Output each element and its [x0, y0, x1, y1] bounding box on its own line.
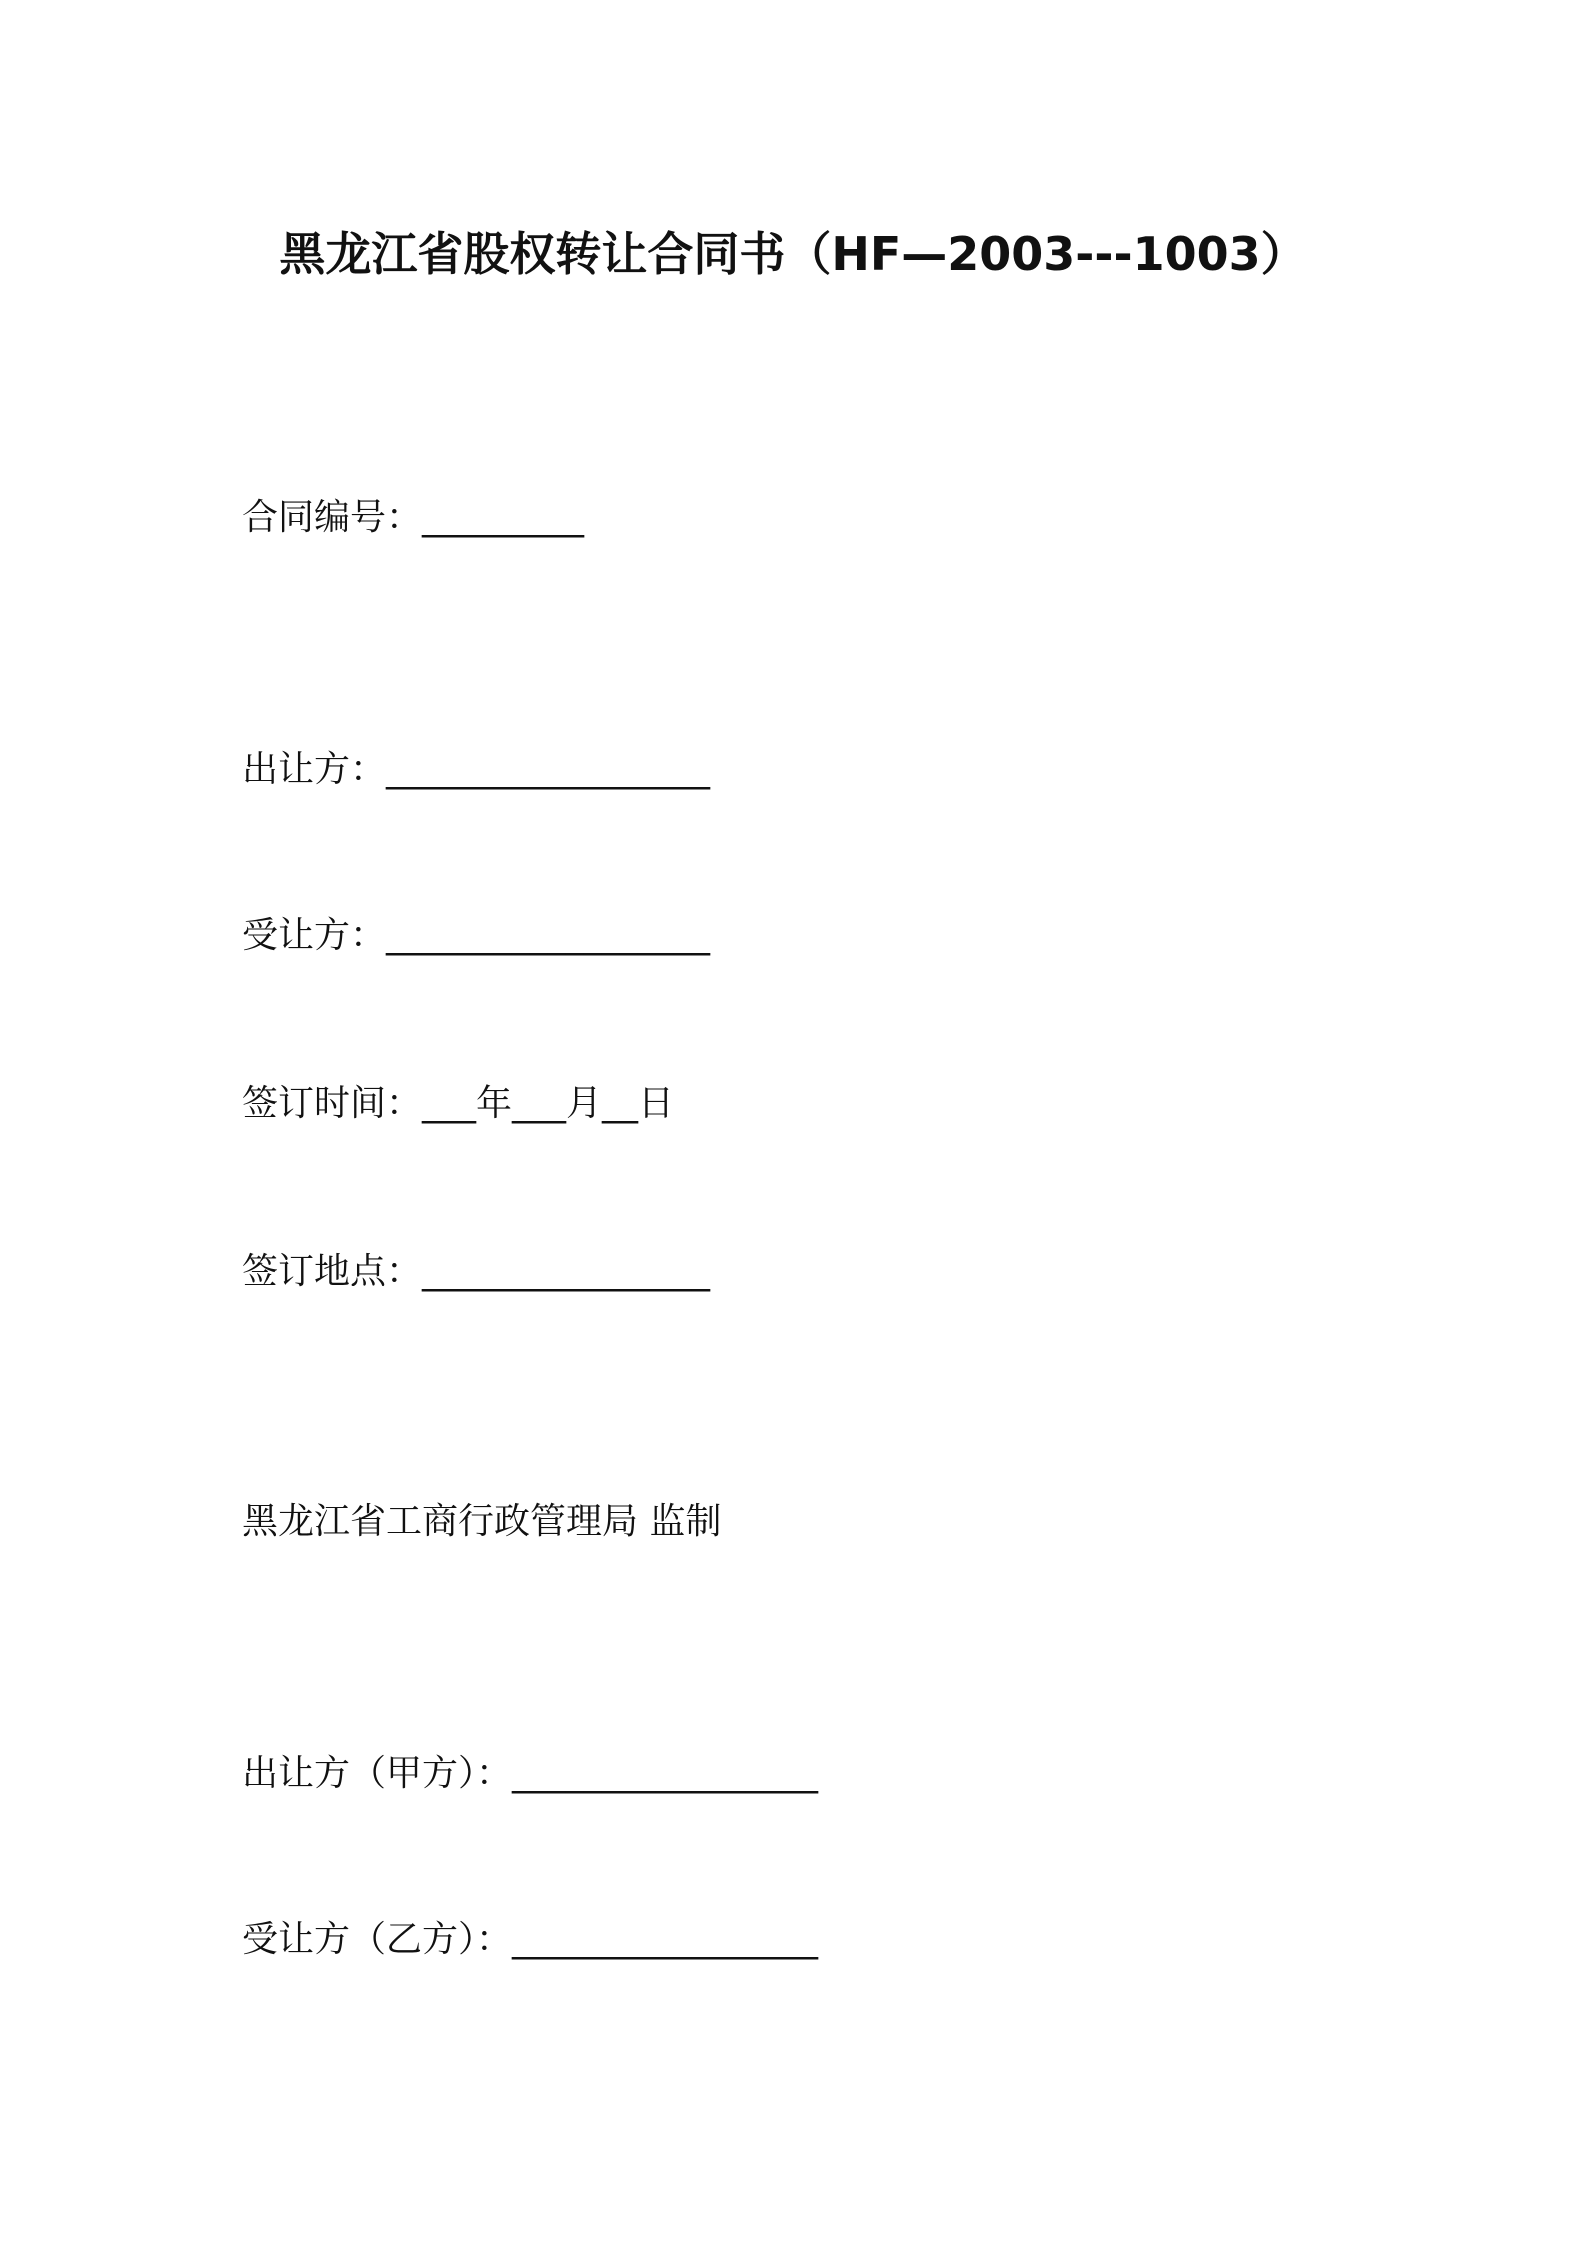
party-a-line: 出让方（甲方）：_________________: [242, 1753, 819, 1794]
sign-date-line: 签订时间：___年___月__日: [242, 1083, 675, 1124]
authority-line: 黑龙江省工商行政管理局 监制: [242, 1501, 722, 1542]
sign-place-line: 签订地点：________________: [242, 1251, 711, 1292]
seller-line: 出让方：__________________: [242, 749, 711, 790]
contract-title: 黑龙江省股权转让合同书（HF—2003---1003）: [279, 227, 1307, 281]
contract-number-line: 合同编号：_________: [242, 497, 585, 538]
party-b-line: 受让方（乙方）：_________________: [242, 1919, 819, 1960]
buyer-line: 受让方：__________________: [242, 915, 711, 956]
